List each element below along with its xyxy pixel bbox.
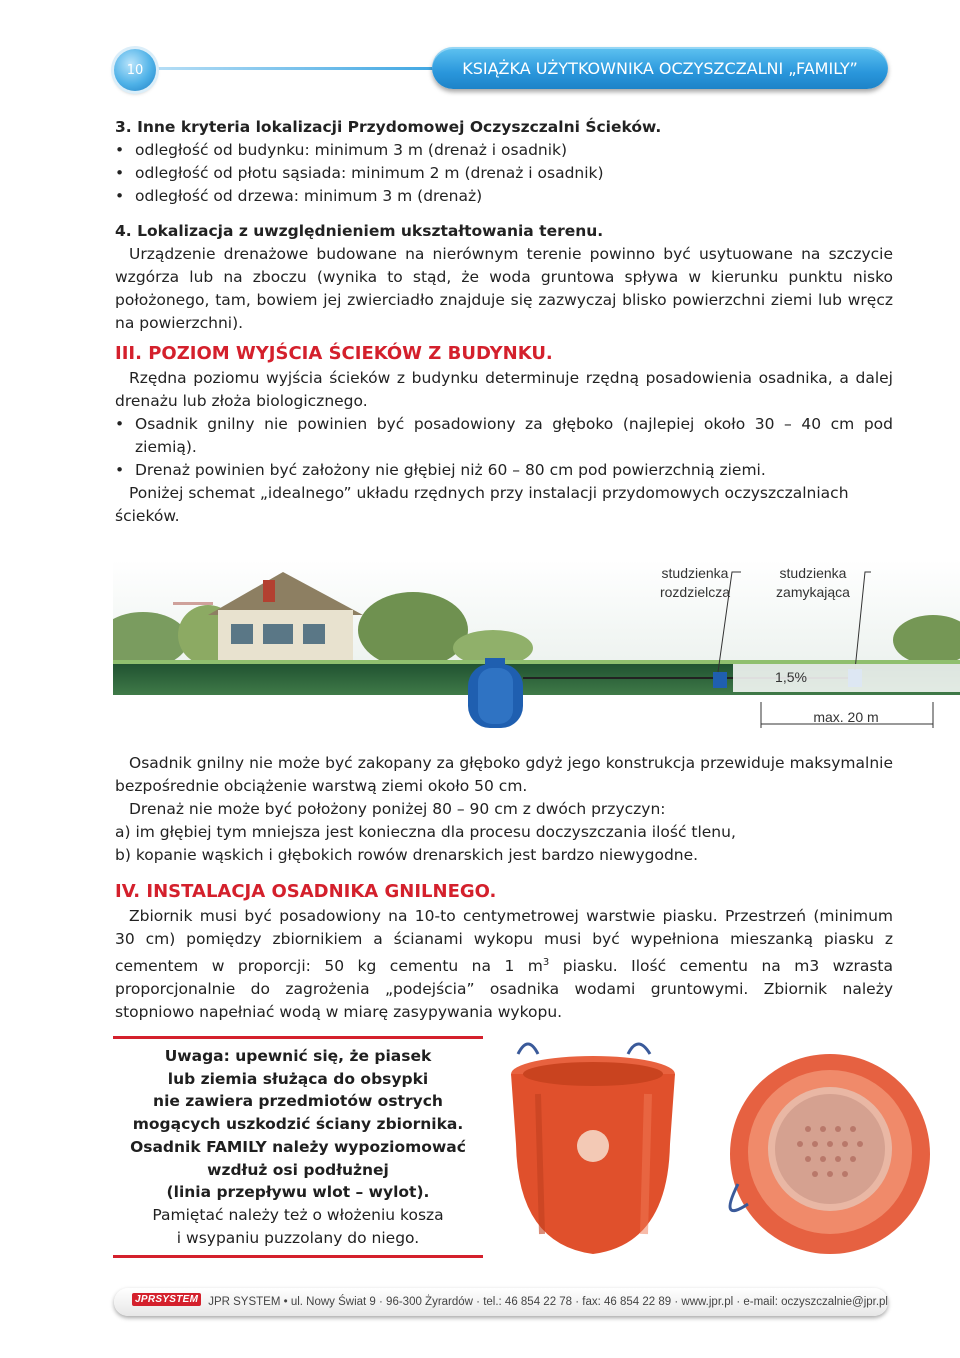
main-content xyxy=(115,116,893,528)
company-logo xyxy=(126,1293,199,1311)
label-closing-well xyxy=(758,564,868,602)
label-closing-line2: zamykająca xyxy=(776,584,850,600)
note-line: Pamiętać należy też o włożeniu kosza xyxy=(152,1205,444,1224)
note-line: (linia przepływu wlot – wylot). xyxy=(166,1183,430,1202)
max-length-label: max. 20 m xyxy=(813,709,879,725)
tank-side-photo xyxy=(498,1034,718,1266)
footer-contact: JPR SYSTEM • ul. Nowy Świat 9 · 96-300 Żyrardów · tel.: 46 854 22 78 · fax: 46 854 22 89 · www.jpr.pl · e-mail: oczyszczalnie@jpr.pl xyxy=(208,1296,888,1308)
sectionIII-heading: III. POZIOM WYJŚCIA ŚCIEKÓW Z BUDYNKU. xyxy=(115,343,553,364)
logo-text: JPRSYSTEM xyxy=(132,1293,201,1306)
note-line: lub ziemia służąca do obsypki xyxy=(167,1069,429,1088)
after-diagram-item: a) im głębiej tym mniejsza jest konieczna dla procesu doczyszczania ilość tlenu, xyxy=(115,823,736,841)
label-distribution-line2: rozdzielcza xyxy=(659,584,731,600)
label-distribution-line1: studzienka xyxy=(661,565,729,581)
note-line: wzdłuż osi podłużnej xyxy=(207,1160,389,1179)
sectionIV-text-b: piasku. Ilość cementu na m3 wzrasta proporcjonalnie do zagrożenia „podejścia” osadnika wodami gruntowymi. Zbiornik należy stopniowo napełniać wodą w miarę zasypywania wykopu. xyxy=(115,957,893,1022)
section3-heading: 3. Inne kryteria lokalizacji Przydomowej Oczyszczalni Ścieków. xyxy=(115,118,662,136)
footer-bar xyxy=(114,1288,888,1316)
sectionIV-heading: IV. INSTALACJA OSADNIKA GNILNEGO. xyxy=(115,881,497,902)
lower-content xyxy=(115,752,893,1024)
tank-side-icon xyxy=(498,1034,718,1266)
section3-bullet: • odległość od płotu sąsiada: minimum 2 m (drenaż i osadnik) xyxy=(115,162,893,185)
distribution-well-icon xyxy=(713,672,727,688)
tank-top-icon xyxy=(718,1034,938,1266)
sectionIII-bullet: • Drenaż powinien być założony nie głębiej niż 60 – 80 cm pod powierzchnią ziemi. xyxy=(115,459,893,482)
note-line: Osadnik FAMILY należy wypoziomować xyxy=(130,1137,466,1156)
section4-text: Urządzenie drenażowe budowane na nierównym terenie powinno być usytuowane na szczycie wzgórza lub na zboczu (wynika to stąd, że woda gruntowa spływa w kierunku punktu nisko położonego, tam, bowiem jej zwierciadło znajduje się zazwyczaj blisko powierzchni ziemi lub wręcz na powierzchni). xyxy=(115,245,893,332)
label-distribution-well xyxy=(640,564,750,602)
sectionIV-text-a: Zbiornik musi być posadowiony na 10-to centymetrowej warstwie piasku. Przestrzeń (minimum 30 cm) pomiędzy zbiornikiem a ścianami wykopu musi być wypełniona mieszanką piasku z cementem w proporcji: 50 kg cementu na 1 m xyxy=(115,907,893,976)
header-line xyxy=(150,67,440,70)
warning-note xyxy=(113,1036,483,1258)
tank-top-photo xyxy=(718,1034,938,1266)
header-title: KSIĄŻKA UŻYTKOWNIKA OCZYSZCZALNI „FAMILY” xyxy=(462,58,858,78)
after-diagram-p2: Drenaż nie może być położony poniżej 80 – 90 cm z dwóch przyczyn: xyxy=(129,800,666,818)
section3-bullet: • odległość od drzewa: minimum 3 m (drenaż) xyxy=(115,185,893,208)
page-number-badge xyxy=(114,49,156,91)
note-line: i wsypaniu puzzolany do niego. xyxy=(176,1228,420,1247)
sectionIII-bullet: • Osadnik gnilny nie powinien być posadowiony za głęboko (najlepiej około 30 – 40 cm pod ziemią). xyxy=(115,413,893,459)
sectionIV-text xyxy=(115,905,893,1024)
sectionIV-sup: 3 xyxy=(542,957,550,968)
sectionIII-outro: Poniżej schemat „idealnego” układu rzędnych przy instalacji przydomowych oczyszczalniach ścieków. xyxy=(115,484,849,525)
section3-bullet: • odległość od budynku: minimum 3 m (drenaż i osadnik) xyxy=(115,139,893,162)
note-line: mogących uszkodzić ściany zbiornika. xyxy=(132,1115,464,1134)
label-closing-line1: studzienka xyxy=(779,565,847,581)
installation-diagram xyxy=(113,560,960,730)
note-line: nie zawiera przedmiotów ostrych xyxy=(153,1092,443,1111)
after-diagram-p1: Osadnik gnilny nie może być zakopany za głęboko gdyż jego konstrukcja przewiduje maksymalnie bezpośrednie obciążenie warstwą ziemi około 50 cm. xyxy=(115,754,893,795)
sectionIII-intro: Rzędna poziomu wyjścia ścieków z budynku determinuje rzędną posadowienia osadnika, a dalej drenażu lub złoża biologicznego. xyxy=(115,369,893,410)
after-diagram-item: b) kopanie wąskich i głębokich rowów drenarskich jest bardzo niewygodne. xyxy=(115,846,699,864)
page-number: 10 xyxy=(126,62,144,78)
header-banner xyxy=(432,47,888,89)
section4-heading: 4. Lokalizacja z uwzględnieniem ukształtowania terenu. xyxy=(115,222,604,240)
slope-label: 1,5% xyxy=(775,669,807,685)
note-line: Uwaga: upewnić się, że piasek xyxy=(164,1047,432,1065)
